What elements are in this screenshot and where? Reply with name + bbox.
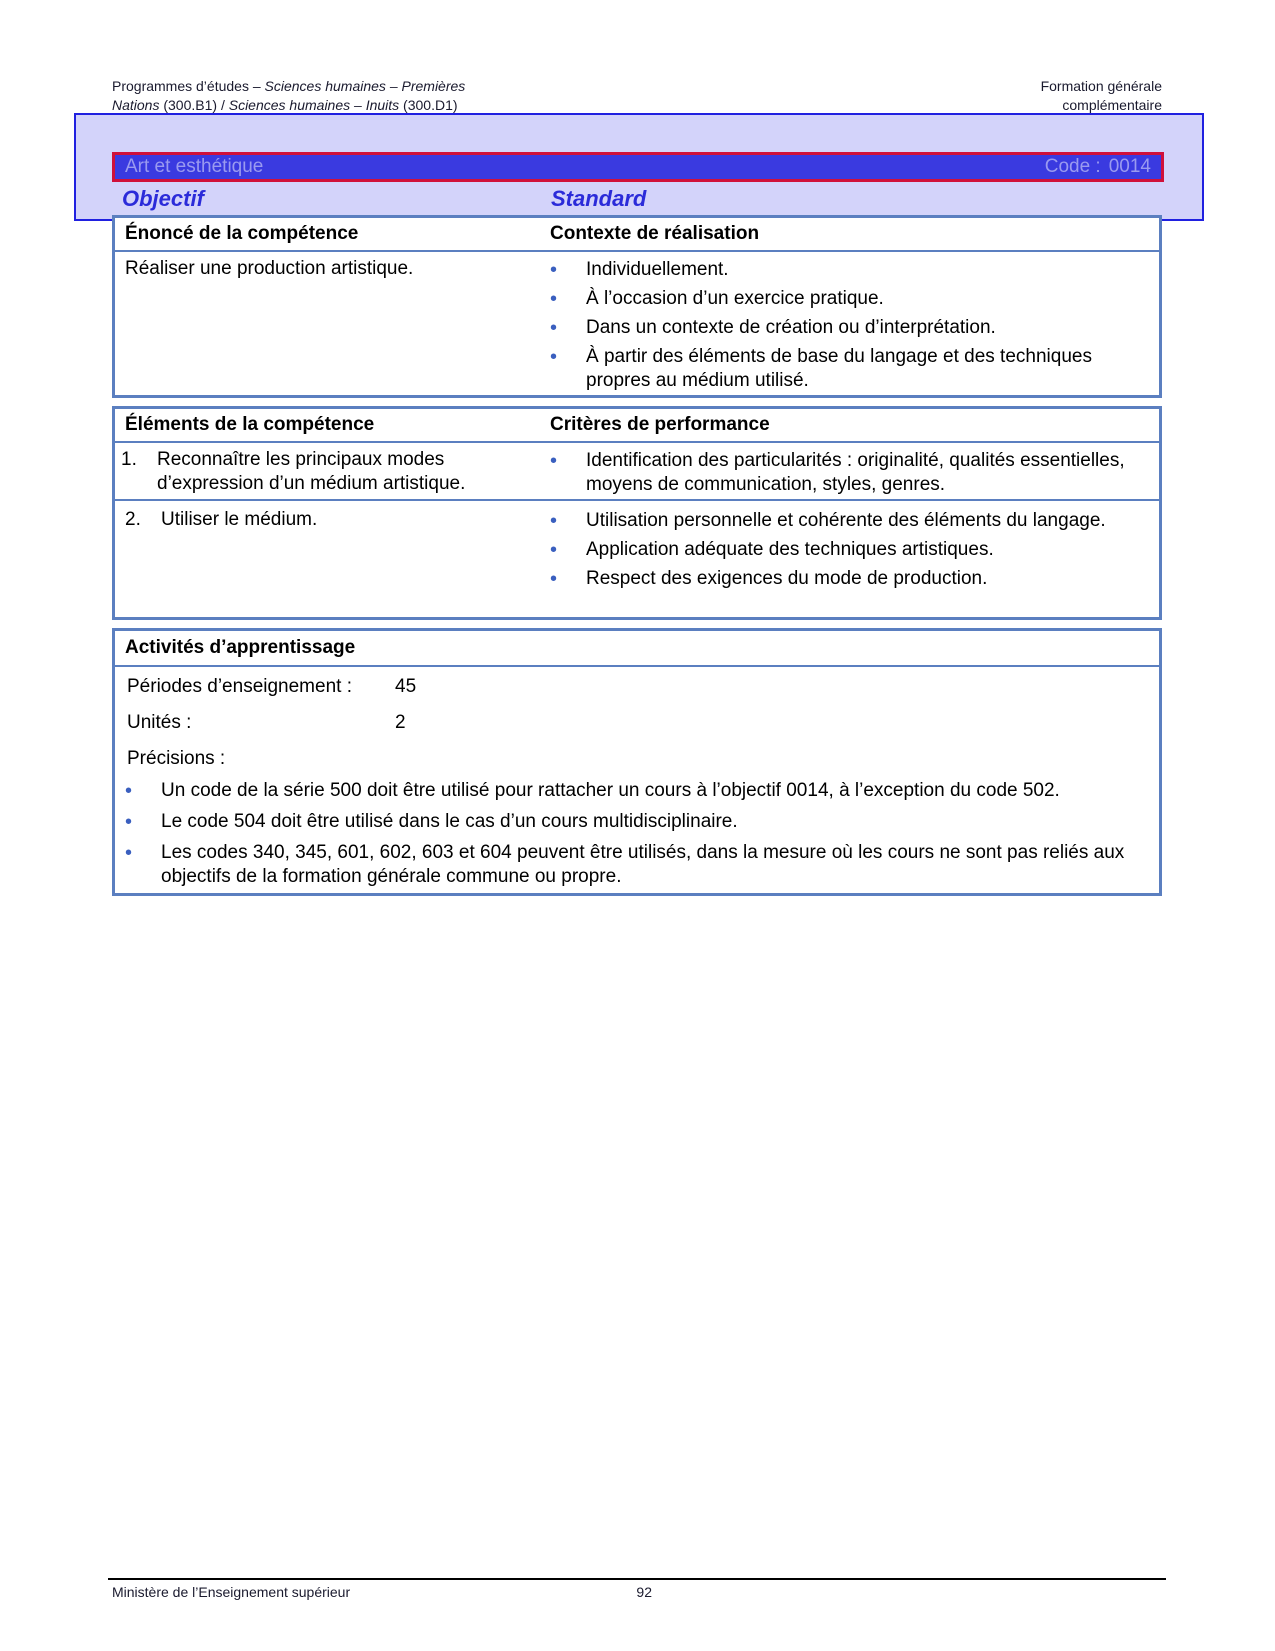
periods-value: 45 [395,676,417,697]
list-item: • Dans un contexte de création ou d’interprétation. [550,316,1150,340]
periods-label: Périodes d’enseignement : [127,676,352,697]
program-title-line2: Nations (300.B1) / Sciences humaines – Inuits (300.D1) [112,97,458,113]
elements-header [115,409,1159,443]
formation-label-line1: Formation générale [1040,78,1162,94]
activities-box [112,628,1162,896]
list-item: • À l’occasion d’un exercice pratique. [550,287,1150,311]
list-item: • Utilisation personnelle et cohérente des éléments du langage. [550,509,1110,533]
formation-label-line2: complémentaire [1062,97,1162,113]
objectif-label: Objectif [122,186,204,211]
competence-statement-header: Énoncé de la compétence [125,223,359,244]
list-item: • Application adéquate des techniques artistiques. [550,538,1110,562]
footer-rule [108,1578,1166,1580]
element-row-2 [115,501,1159,619]
units-value: 2 [395,712,406,733]
criteria-list [550,449,1150,497]
objective-code [1045,156,1151,178]
list-item: • À partir des éléments de base du langage et des techniques propres au médium utilisé. [550,345,1150,393]
activities-title: Activités d’apprentissage [125,637,356,658]
activities-header [115,631,1159,667]
elements-box [112,406,1162,620]
standard-label: Standard [551,186,647,211]
objective-title: Art et esthétique [125,156,264,177]
criteria-list [550,509,1110,591]
code-label: Code : [1044,156,1101,177]
list-item: • Un code de la série 500 doit être utilisé pour rattacher un cours à l’objectif 0014, à l’exception du code 502. [125,779,1155,803]
list-item: • Le code 504 doit être utilisé dans le cas d’un cours multidisciplinaire. [125,810,1155,834]
list-item: • Individuellement. [550,258,1150,282]
element-text: Reconnaître les principaux modes d’expression d’un médium artistique. [157,449,466,494]
list-item: • Identification des particularités : originalité, qualités essentielles, moyens de communication, styles, genres. [550,449,1150,497]
competence-header [115,218,1159,252]
criteria-header: Critères de performance [550,414,770,435]
precisions-list [125,779,1155,889]
element-row-1 [115,443,1159,501]
objective-title-bar [112,152,1164,182]
units-label: Unités : [127,712,192,733]
page-footer [112,1584,652,1600]
element-text: Utiliser le médium. [161,509,318,530]
elements-header-left: Éléments de la compétence [125,414,375,435]
competence-statement: Réaliser une production artistique. [125,258,414,279]
program-title-line1: Programmes d’études – Sciences humaines – Premières [112,78,466,94]
page-number: 92 [636,1584,652,1600]
element-number: 1. [121,449,137,470]
ministry-name: Ministère de l’Enseignement supérieur [112,1584,351,1600]
list-item: • Les codes 340, 345, 601, 602, 603 et 604 peuvent être utilisés, dans la mesure où les cours ne sont pas reliés aux objectifs de la formation générale commune ou propre. [125,841,1155,889]
running-header [112,77,1162,115]
precisions-label: Précisions : [127,748,226,769]
list-item: • Respect des exigences du mode de production. [550,567,1110,591]
context-header: Contexte de réalisation [550,223,760,244]
competence-box [112,215,1162,398]
context-list [550,258,1150,393]
element-number: 2. [125,509,141,530]
code-value: 0014 [1108,156,1151,177]
